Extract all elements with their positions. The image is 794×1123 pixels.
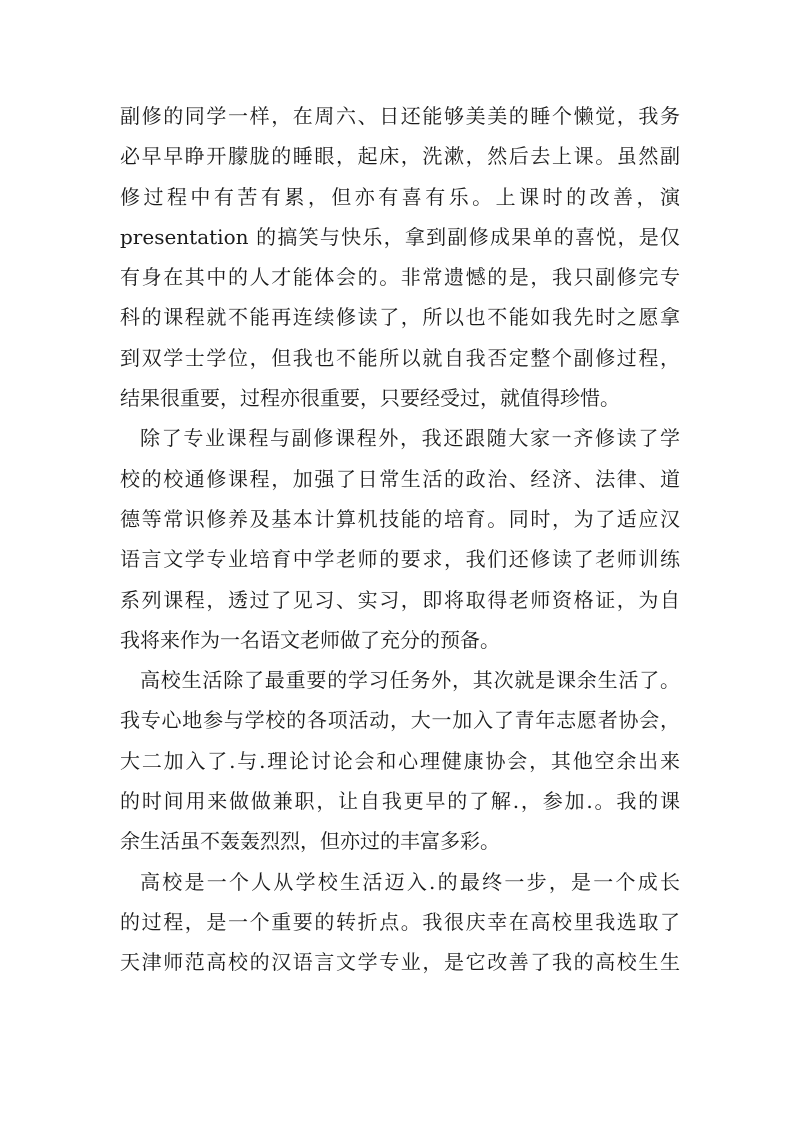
text-line: 系列课程，透过了见习、实习，即将取得老师资格证，为自 — [120, 587, 680, 612]
text-line: 我将来作为一名语文老师做了充分的预备。 — [120, 627, 500, 652]
document-body — [120, 96, 680, 983]
paragraph-start-line: 除了专业课程与副修课程外，我还跟随大家一齐修读了学 — [140, 426, 680, 451]
text-line: 到双学士学位，但我也不能所以就自我否定整个副修过程， — [120, 345, 680, 370]
text-line: 余生活虽不轰轰烈烈，但亦过的丰富多彩。 — [120, 829, 500, 854]
text-line: 结果很重要，过程亦很重要，只要经受过，就值得珍惜。 — [120, 386, 620, 411]
text-line: 大二加入了.与.理论讨论会和心理健康协会，其他空余出来 — [120, 748, 680, 773]
paragraph-start-line: 高校生活除了最重要的学习任务外，其次就是课余生活了。 — [140, 668, 680, 693]
text-line: 的时间用来做做兼职，让自我更早的了解.，参加.。我的课 — [120, 789, 680, 814]
text-line: 天津师范高校的汉语言文学专业，是它改善了我的高校生生 — [120, 950, 680, 975]
text-line: 语言文学专业培育中学老师的要求，我们还修读了老师训练 — [120, 547, 680, 572]
text-line: presentation 的搞笑与快乐，拿到副修成果单的喜悦，是仅 — [120, 224, 680, 249]
text-line: 必早早睁开朦胧的睡眼，起床，洗漱，然后去上课。虽然副 — [120, 144, 680, 169]
text-line: 副修的同学一样，在周六、日还能够美美的睡个懒觉，我务 — [120, 104, 680, 128]
text-line: 德等常识修养及基本计算机技能的培育。同时，为了适应汉 — [120, 506, 680, 531]
text-line: 校的校通修课程，加强了日常生活的政治、经济、法律、道 — [120, 466, 680, 491]
text-line: 修过程中有苦有累，但亦有喜有乐。上课时的改善，演 — [120, 184, 680, 209]
paragraph-start-line: 高校是一个人从学校生活迈入.的最终一步，是一个成长 — [140, 869, 680, 894]
text-line: 有身在其中的人才能体会的。非常遗憾的是，我只副修完专 — [120, 265, 680, 290]
text-line: 科的课程就不能再连续修读了，所以也不能如我先时之愿拿 — [120, 305, 680, 330]
text-line: 的过程，是一个重要的转折点。我很庆幸在高校里我选取了 — [120, 909, 680, 934]
text-line: 我专心地参与学校的各项活动，大一加入了青年志愿者协会， — [120, 708, 680, 733]
